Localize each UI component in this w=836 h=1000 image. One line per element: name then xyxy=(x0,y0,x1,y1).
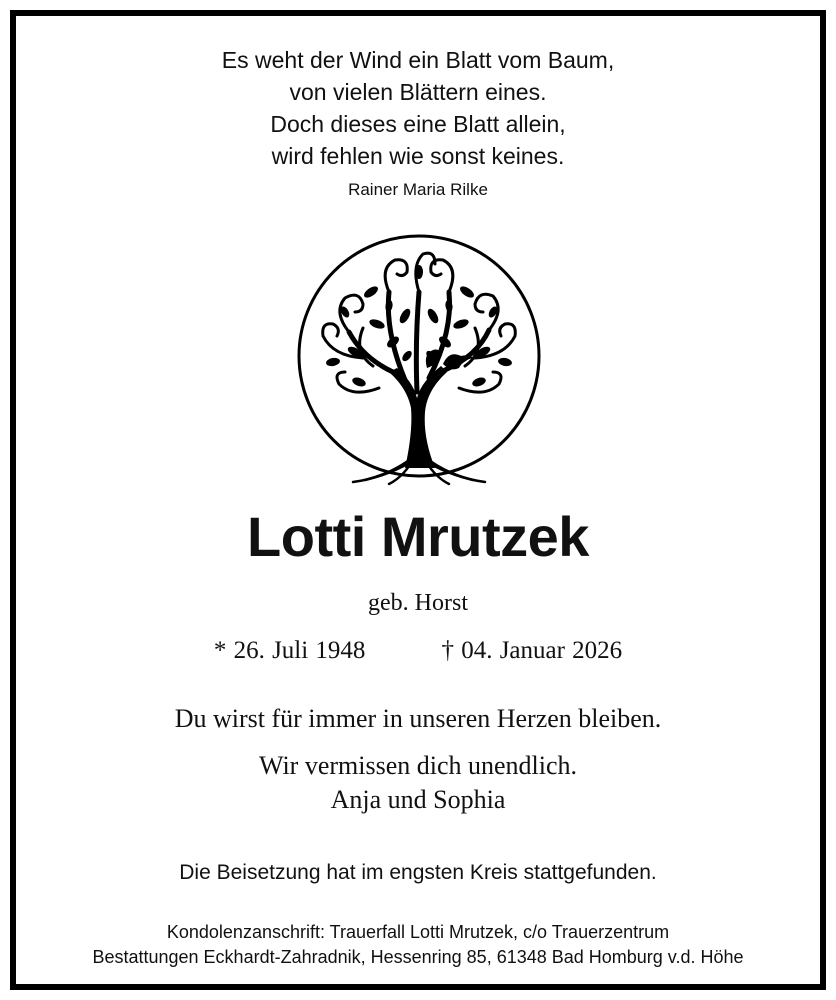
poem-author: Rainer Maria Rilke xyxy=(348,180,488,199)
poem-line: Es weht der Wind ein Blatt vom Baum, xyxy=(221,47,615,73)
condolence-line: Kondolenzanschrift: Trauerfall Lotti Mrutzek, c/o Trauerzentrum xyxy=(166,922,670,942)
birth-date: * 26. Juli 1948 xyxy=(213,637,366,664)
deceased-name: Lotti Mrutzek xyxy=(247,505,589,568)
poem-line: Doch dieses eine Blatt allein, xyxy=(270,111,566,137)
poem xyxy=(16,44,820,172)
family-signers: Anja und Sophia xyxy=(330,785,506,814)
poem-line: wird fehlen wie sonst keines. xyxy=(271,143,565,169)
poem-line: von vielen Blättern eines. xyxy=(289,79,547,105)
memorial-message: Du wirst für immer in unseren Herzen bleiben. xyxy=(174,704,662,733)
condolence-line: Bestattungen Eckhardt-Zahradnik, Hessenring 85, 61348 Bad Homburg v.d. Höhe xyxy=(92,947,744,967)
obituary-frame xyxy=(10,10,826,990)
maiden-name: geb. Horst xyxy=(368,590,468,616)
family-message xyxy=(16,749,820,817)
life-dates xyxy=(16,637,820,665)
burial-note: Die Beisetzung hat im engsten Kreis stattgefunden. xyxy=(179,861,657,884)
family-message-line: Wir vermissen dich unendlich. xyxy=(258,751,578,780)
death-date: † 04. Januar 2026 xyxy=(441,637,623,664)
tree-of-life-icon xyxy=(293,232,545,486)
condolence-address xyxy=(16,920,820,970)
